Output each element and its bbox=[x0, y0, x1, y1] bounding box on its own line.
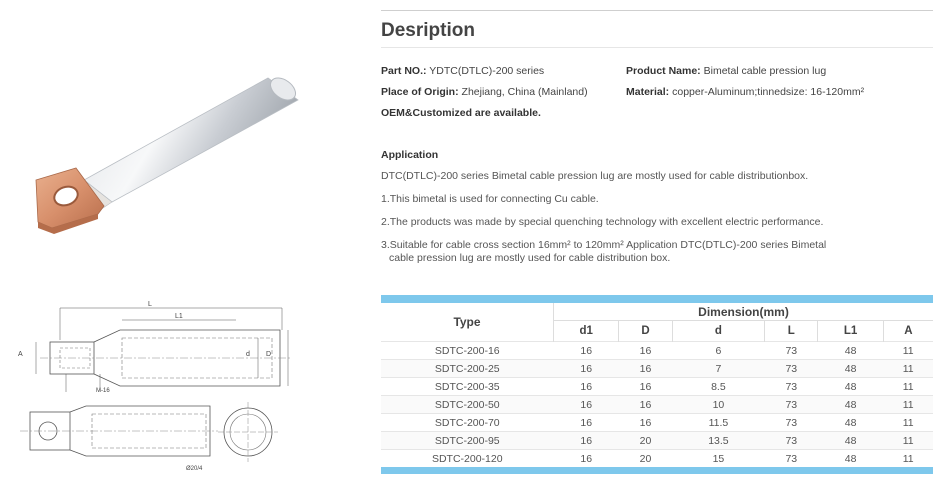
d-cell: 15 bbox=[672, 450, 765, 468]
table-row bbox=[381, 450, 933, 468]
application-item-3-line-2: cable pression lug are mostly used for cable distribution box. bbox=[389, 252, 671, 264]
material bbox=[626, 85, 864, 106]
application-item-1: 1.This bimetal is used for connecting Cu cable. bbox=[381, 193, 599, 205]
column-header: L bbox=[765, 321, 818, 342]
material-value: copper-Aluminum;tinnedsize: 16-120mm² bbox=[669, 86, 865, 98]
A-cell: 11 bbox=[883, 396, 933, 414]
origin-value: Zhejiang, China (Mainland) bbox=[458, 86, 588, 98]
table-row bbox=[381, 342, 933, 360]
table-row bbox=[381, 396, 933, 414]
type-cell: SDTC-200-25 bbox=[381, 360, 554, 378]
table-bottom-bar bbox=[381, 467, 933, 474]
A-cell: 11 bbox=[883, 378, 933, 396]
L1-cell: 48 bbox=[818, 414, 883, 432]
product-visuals bbox=[0, 0, 360, 492]
L-cell: 73 bbox=[765, 378, 818, 396]
D-cell: 16 bbox=[619, 378, 672, 396]
d1-cell: 16 bbox=[554, 450, 619, 468]
application-item-2: 2.The products was made by special quenching technology with excellent electric performance. bbox=[381, 216, 824, 228]
description-panel bbox=[381, 0, 933, 492]
part-no bbox=[381, 64, 626, 85]
part-no-label: Part NO.: bbox=[381, 65, 427, 77]
A-cell: 11 bbox=[883, 450, 933, 468]
table-top-bar bbox=[381, 295, 933, 303]
d1-cell: 16 bbox=[554, 396, 619, 414]
dimension-header: Dimension(mm) bbox=[554, 303, 934, 321]
label-L: L bbox=[148, 301, 152, 308]
application-item-3-line-1: 3.Suitable for cable cross section 16mm² to 120mm² Application DTC(DTLC)-200 series Bimetal bbox=[381, 239, 827, 251]
d1-cell: 16 bbox=[554, 414, 619, 432]
technical-drawing bbox=[0, 270, 360, 492]
D-cell: 16 bbox=[619, 396, 672, 414]
type-cell: SDTC-200-16 bbox=[381, 342, 554, 360]
column-header: A bbox=[883, 321, 933, 342]
L-cell: 73 bbox=[765, 414, 818, 432]
type-cell: SDTC-200-95 bbox=[381, 432, 554, 450]
application-intro: DTC(DTLC)-200 series Bimetal cable pression lug are mostly used for cable distributionbox. bbox=[381, 170, 809, 182]
d1-cell: 16 bbox=[554, 342, 619, 360]
d-cell: 6 bbox=[672, 342, 765, 360]
column-header: L1 bbox=[818, 321, 883, 342]
D-cell: 20 bbox=[619, 432, 672, 450]
dimension-table-wrapper bbox=[381, 295, 933, 474]
label-M: M-16 bbox=[96, 388, 110, 394]
d-cell: 13.5 bbox=[672, 432, 765, 450]
type-cell: SDTC-200-120 bbox=[381, 450, 554, 468]
d-cell: 7 bbox=[672, 360, 765, 378]
L1-cell: 48 bbox=[818, 342, 883, 360]
L1-cell: 48 bbox=[818, 432, 883, 450]
place-of-origin bbox=[381, 85, 626, 106]
application-item-3 bbox=[381, 239, 933, 265]
L1-cell: 48 bbox=[818, 360, 883, 378]
table-row bbox=[381, 360, 933, 378]
L-cell: 73 bbox=[765, 396, 818, 414]
L1-cell: 48 bbox=[818, 450, 883, 468]
spec-list bbox=[381, 64, 933, 127]
d1-cell: 16 bbox=[554, 432, 619, 450]
A-cell: 11 bbox=[883, 360, 933, 378]
L-cell: 73 bbox=[765, 342, 818, 360]
application-heading: Application bbox=[381, 149, 439, 161]
column-header: d1 bbox=[554, 321, 619, 342]
L-cell: 73 bbox=[765, 432, 818, 450]
d-cell: 8.5 bbox=[672, 378, 765, 396]
d-cell: 11.5 bbox=[672, 414, 765, 432]
oem-note: OEM&Customized are available. bbox=[381, 107, 541, 119]
part-no-value: YDTC(DTLC)-200 series bbox=[426, 65, 545, 77]
type-cell: SDTC-200-70 bbox=[381, 414, 554, 432]
A-cell: 11 bbox=[883, 414, 933, 432]
label-A: A bbox=[18, 351, 23, 358]
table-row bbox=[381, 432, 933, 450]
material-label: Material: bbox=[626, 86, 670, 98]
type-cell: SDTC-200-35 bbox=[381, 378, 554, 396]
product-name bbox=[626, 64, 826, 85]
L1-cell: 48 bbox=[818, 396, 883, 414]
table-row bbox=[381, 414, 933, 432]
D-cell: 16 bbox=[619, 414, 672, 432]
product-photo bbox=[0, 0, 360, 270]
title-divider bbox=[381, 47, 933, 48]
label-dia: Ø20/4 bbox=[186, 466, 203, 472]
L-cell: 73 bbox=[765, 360, 818, 378]
L1-cell: 48 bbox=[818, 378, 883, 396]
table-row bbox=[381, 378, 933, 396]
d1-cell: 16 bbox=[554, 378, 619, 396]
D-cell: 20 bbox=[619, 450, 672, 468]
origin-label: Place of Origin: bbox=[381, 86, 459, 98]
label-D: D bbox=[266, 351, 272, 358]
dimension-table bbox=[381, 303, 933, 467]
label-L1: L1 bbox=[175, 313, 183, 320]
D-cell: 16 bbox=[619, 342, 672, 360]
label-d: d bbox=[246, 351, 250, 358]
column-header: D bbox=[619, 321, 672, 342]
A-cell: 11 bbox=[883, 342, 933, 360]
application-section bbox=[381, 149, 933, 275]
top-divider bbox=[381, 10, 933, 11]
column-header: d bbox=[672, 321, 765, 342]
type-cell: SDTC-200-50 bbox=[381, 396, 554, 414]
product-name-value: Bimetal cable pression lug bbox=[700, 65, 827, 77]
d-cell: 10 bbox=[672, 396, 765, 414]
type-header: Type bbox=[453, 315, 481, 329]
L-cell: 73 bbox=[765, 450, 818, 468]
d1-cell: 16 bbox=[554, 360, 619, 378]
product-name-label: Product Name: bbox=[626, 65, 701, 77]
page-title: Desription bbox=[381, 20, 475, 41]
D-cell: 16 bbox=[619, 360, 672, 378]
A-cell: 11 bbox=[883, 432, 933, 450]
